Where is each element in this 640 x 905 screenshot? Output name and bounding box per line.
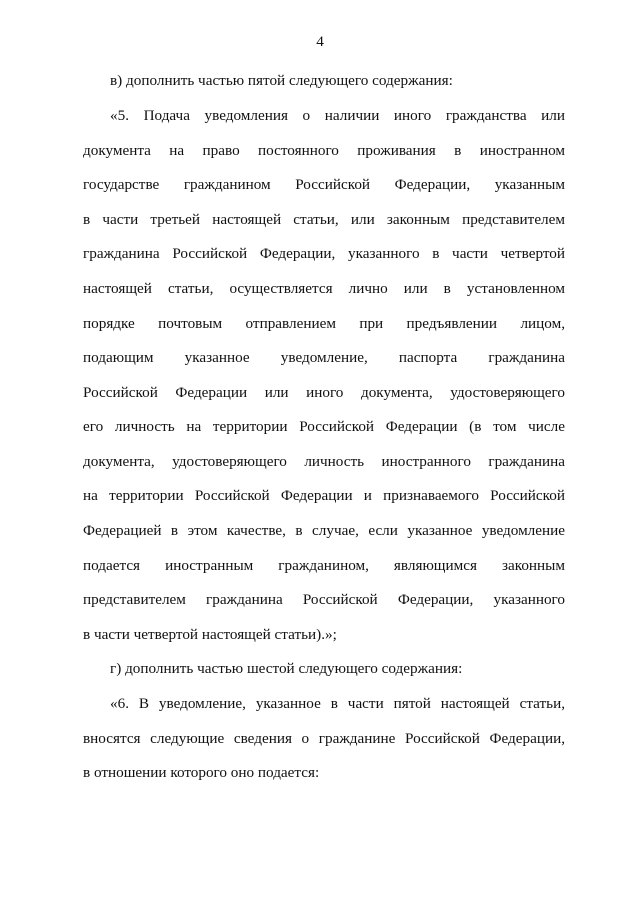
text-line: представителем гражданина Российской Федерации, указанного [83, 591, 565, 608]
text-line: документа, удостоверяющего личность иностранного гражданина [83, 453, 565, 470]
text-line: Российской Федерации или иного документа, удостоверяющего [83, 384, 565, 401]
text-line: в) дополнить частью пятой следующего содержания: [110, 72, 453, 89]
text-line: г) дополнить частью шестой следующего содержания: [110, 660, 463, 677]
text-line: вносятся следующие сведения о гражданине Российской Федерации, [83, 730, 565, 747]
text-line: подается иностранным гражданином, являющимся законным [83, 557, 565, 574]
page-number: 4 [316, 33, 324, 50]
text-line: в части четвертой настоящей статьи).»; [83, 626, 337, 643]
text-line: его личность на территории Российской Федерации (в том числе [83, 418, 565, 435]
text-line: настоящей статьи, осуществляется лично или в установленном [83, 280, 565, 297]
text-line: «6. В уведомление, указанное в части пятой настоящей статьи, [110, 695, 565, 712]
text-line: Федерацией в этом качестве, в случае, если указанное уведомление [83, 522, 565, 539]
text-line: документа на право постоянного проживания в иностранном [83, 142, 565, 159]
text-line: порядке почтовым отправлением при предъявлении лицом, [83, 315, 565, 332]
text-line: в отношении которого оно подается: [83, 764, 320, 781]
text-line: подающим указанное уведомление, паспорта гражданина [83, 349, 565, 366]
text-line: в части третьей настоящей статьи, или законным представителем [83, 211, 565, 228]
text-line: «5. Подача уведомления о наличии иного гражданства или [110, 107, 565, 124]
text-line: государстве гражданином Российской Федерации, указанным [83, 176, 565, 193]
text-line: на территории Российской Федерации и признаваемого Российской [83, 487, 565, 504]
text-line: гражданина Российской Федерации, указанного в части четвертой [83, 245, 565, 262]
